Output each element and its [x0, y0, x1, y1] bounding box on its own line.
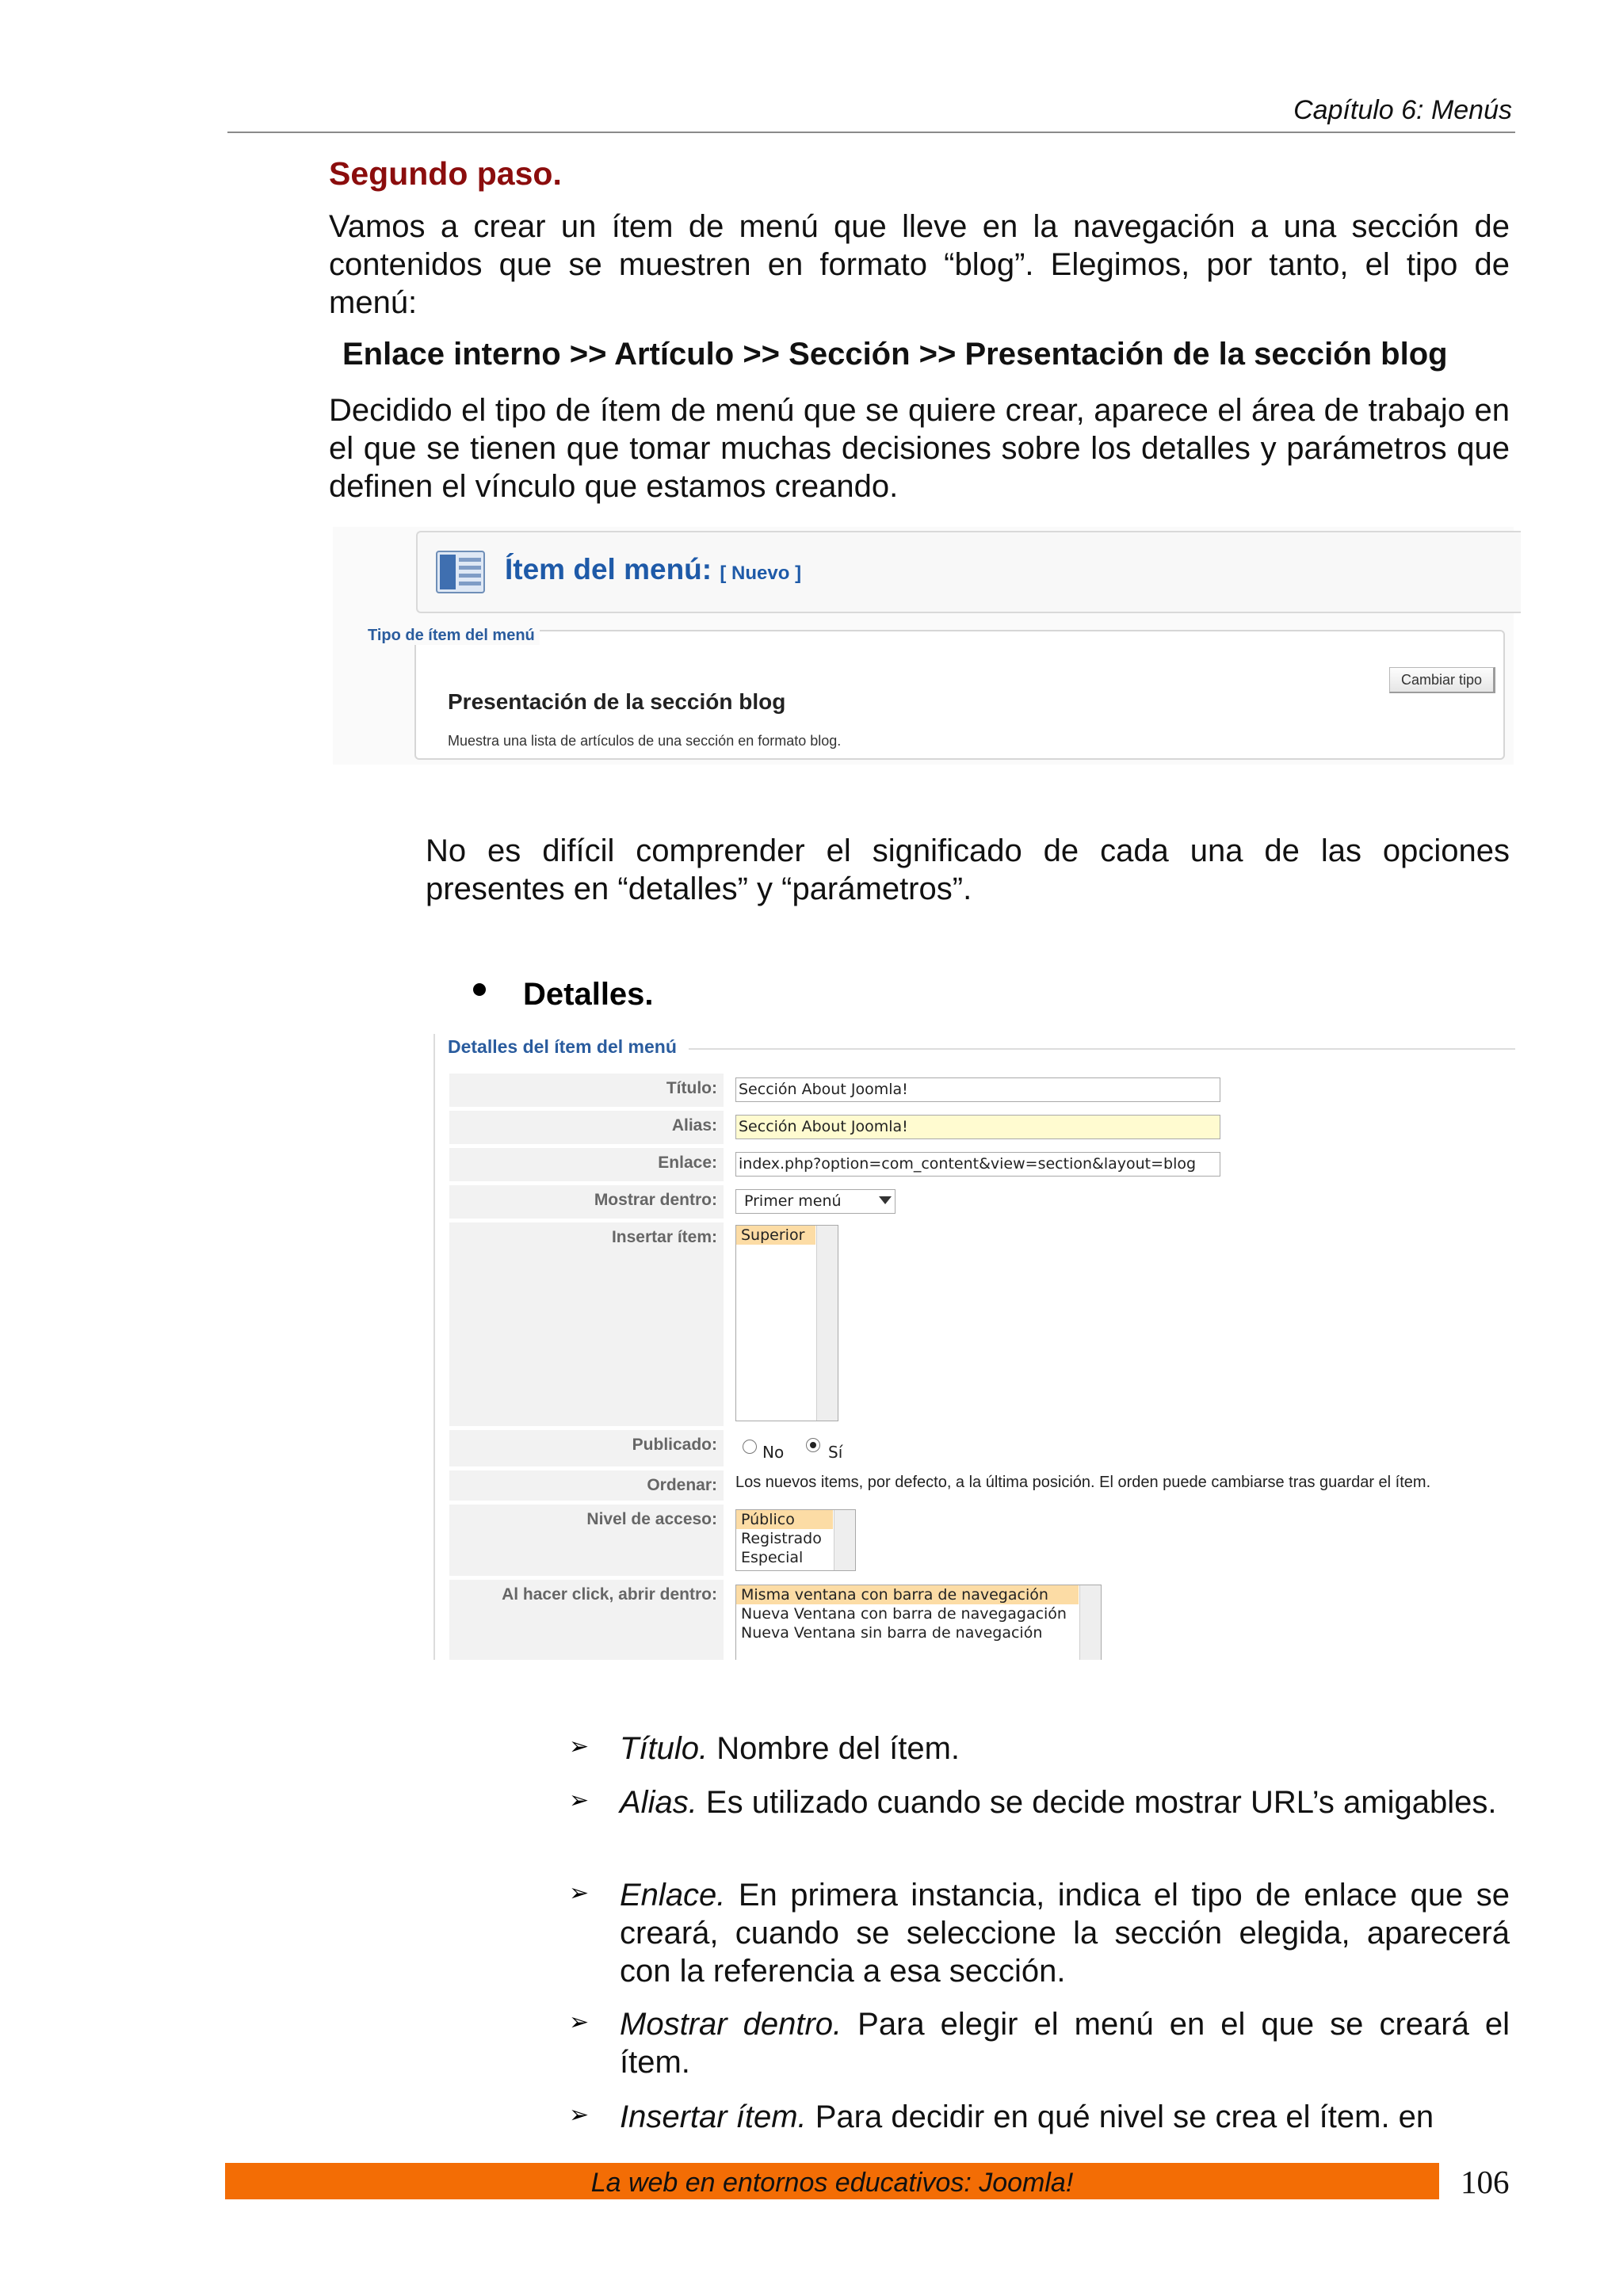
bullet-mostrar: [620, 2005, 1510, 2081]
bullet-text: Es utilizado cuando se decide mostrar URL’s amigables.: [697, 1785, 1497, 1820]
insertar-listbox[interactable]: [735, 1225, 838, 1421]
menu-item-screenshot: [333, 527, 1514, 765]
bullet-term: Título.: [620, 1731, 708, 1766]
listbox-option[interactable]: Nueva Ventana con barra de navegagación: [741, 1605, 1067, 1623]
menu-type-fieldset: [414, 630, 1505, 760]
bullet-text: En primera instancia, indica el tipo de enlace que se creará, cuando se seleccione la sección elegida, aparecerá con la referencia a esa sección.: [620, 1878, 1510, 1989]
new-badge: [ Nuevo ]: [720, 563, 802, 584]
publicado-no-radio[interactable]: [743, 1440, 757, 1454]
menu-item-header: [416, 531, 1521, 613]
nivel-listbox[interactable]: [735, 1509, 856, 1571]
menu-icon: [435, 550, 486, 594]
alias-input[interactable]: Sección About Joomla!: [735, 1115, 1220, 1139]
listbox-option[interactable]: Misma ventana con barra de navegación: [736, 1585, 1079, 1604]
mostrar-label: Mostrar dentro:: [449, 1185, 724, 1219]
details-legend: Detalles del ítem del menú: [448, 1036, 677, 1057]
publicado-si-radio[interactable]: [806, 1438, 820, 1452]
row-titulo: [449, 1074, 1515, 1107]
bullet-enlace: [620, 1876, 1510, 1990]
arrow-bullet-icon: ➢: [569, 1787, 590, 1814]
mostrar-select[interactable]: [735, 1189, 896, 1214]
listbox-option[interactable]: Nueva Ventana sin barra de navegación: [741, 1624, 1043, 1642]
bullet-alias: [620, 1783, 1510, 1821]
bullet-text: Para decidir en qué nivel se crea el ítem. en: [806, 2100, 1434, 2134]
ordenar-text: Los nuevos items, por defecto, a la última posición. El orden puede cambiarse tras guardar el ítem.: [735, 1474, 1431, 1491]
row-mostrar: [449, 1185, 1515, 1219]
insertar-label: Insertar ítem:: [449, 1222, 724, 1426]
publicado-si-label: Sí: [828, 1443, 843, 1462]
details-form-screenshot: [433, 1034, 1515, 1660]
bullet-term: Mostrar dentro.: [620, 2007, 842, 2042]
arrow-bullet-icon: ➢: [569, 2009, 590, 2035]
menu-type-legend: Tipo de ítem del menú: [363, 627, 540, 645]
chapter-header: Capítulo 6: Menús: [1293, 95, 1512, 125]
nivel-label: Nivel de acceso:: [449, 1505, 724, 1576]
details-legend-rule: [689, 1048, 1515, 1050]
titulo-input[interactable]: Sección About Joomla!: [735, 1077, 1220, 1102]
menu-item-title: [505, 553, 801, 586]
arrow-bullet-icon: ➢: [569, 2102, 590, 2128]
listbox-scrollbar[interactable]: [1079, 1585, 1101, 1660]
bullet-term: Alias.: [620, 1785, 697, 1820]
bullet-term: Insertar ítem.: [620, 2100, 807, 2134]
bullet-dot: [473, 983, 486, 996]
menu-type-name: Presentación de la sección blog: [448, 689, 786, 714]
listbox-option[interactable]: Especial: [741, 1549, 804, 1566]
publicado-label: Publicado:: [449, 1430, 724, 1466]
bullet-insertar: [620, 2098, 1510, 2136]
intro-paragraph: Vamos a crear un ítem de menú que lleve en la navegación a una sección de contenidos que se muestren en formato “blog”. Elegimos, por tanto, el tipo de menú:: [329, 209, 1510, 320]
click-label: Al hacer click, abrir dentro:: [449, 1580, 724, 1660]
menu-type-path: Enlace interno >> Artículo >> Sección >> Presentación de la sección blog: [342, 337, 1448, 372]
mostrar-select-value: Primer menú: [744, 1192, 842, 1210]
chevron-down-icon: [879, 1196, 892, 1204]
publicado-no-label: No: [762, 1443, 785, 1462]
enlace-label: Enlace:: [449, 1148, 724, 1181]
titulo-label: Título:: [449, 1074, 724, 1107]
alias-label: Alias:: [449, 1111, 724, 1144]
change-type-button[interactable]: Cambiar tipo: [1389, 667, 1495, 693]
row-insertar: [449, 1222, 1515, 1426]
listbox-scrollbar[interactable]: [834, 1510, 855, 1570]
workspace-paragraph: Decidido el tipo de ítem de menú que se quiere crear, aparece el área de trabajo en el que se tienen que tomar muchas decisiones sobre los detalles y parámetros que definen el vínculo que estamos creando.: [329, 393, 1510, 504]
explain-paragraph: No es difícil comprender el significado de cada una de las opciones presentes en “detalles” y “parámetros”.: [426, 833, 1510, 906]
listbox-option[interactable]: Público: [736, 1510, 833, 1529]
footer-bar: [225, 2163, 1439, 2199]
bullet-term: Enlace.: [620, 1878, 726, 1913]
bullet-text: Nombre del ítem.: [708, 1731, 960, 1766]
click-listbox[interactable]: [735, 1585, 1102, 1660]
listbox-scrollbar[interactable]: [816, 1226, 838, 1421]
header-divider: [227, 132, 1515, 133]
footer-title: La web en entornos educativos: Joomla!: [590, 2168, 1074, 2198]
enlace-input[interactable]: index.php?option=com_content&view=section&layout=blog: [735, 1152, 1220, 1177]
menu-item-title-text: Ítem del menú:: [505, 553, 712, 585]
arrow-bullet-icon: ➢: [569, 1733, 590, 1760]
row-nivel: [449, 1505, 1515, 1576]
ordenar-label: Ordenar:: [449, 1470, 724, 1501]
menu-type-description: Muestra una lista de artículos de una sección en formato blog.: [448, 733, 842, 749]
bullet-text: Para elegir el menú en el que se creará el ítem.: [620, 2007, 1510, 2080]
bullet-titulo: [620, 1730, 1510, 1768]
listbox-option[interactable]: Registrado: [741, 1530, 822, 1547]
arrow-bullet-icon: ➢: [569, 1880, 590, 1906]
row-alias: [449, 1111, 1515, 1144]
listbox-option[interactable]: Superior: [736, 1226, 815, 1245]
row-enlace: [449, 1148, 1515, 1181]
row-ordenar: [449, 1470, 1515, 1501]
row-click: [449, 1580, 1515, 1660]
section-title: Segundo paso.: [329, 155, 562, 192]
detalles-heading: Detalles.: [523, 977, 654, 1012]
row-publicado: [449, 1430, 1515, 1466]
page-number: 106: [1461, 2164, 1510, 2200]
